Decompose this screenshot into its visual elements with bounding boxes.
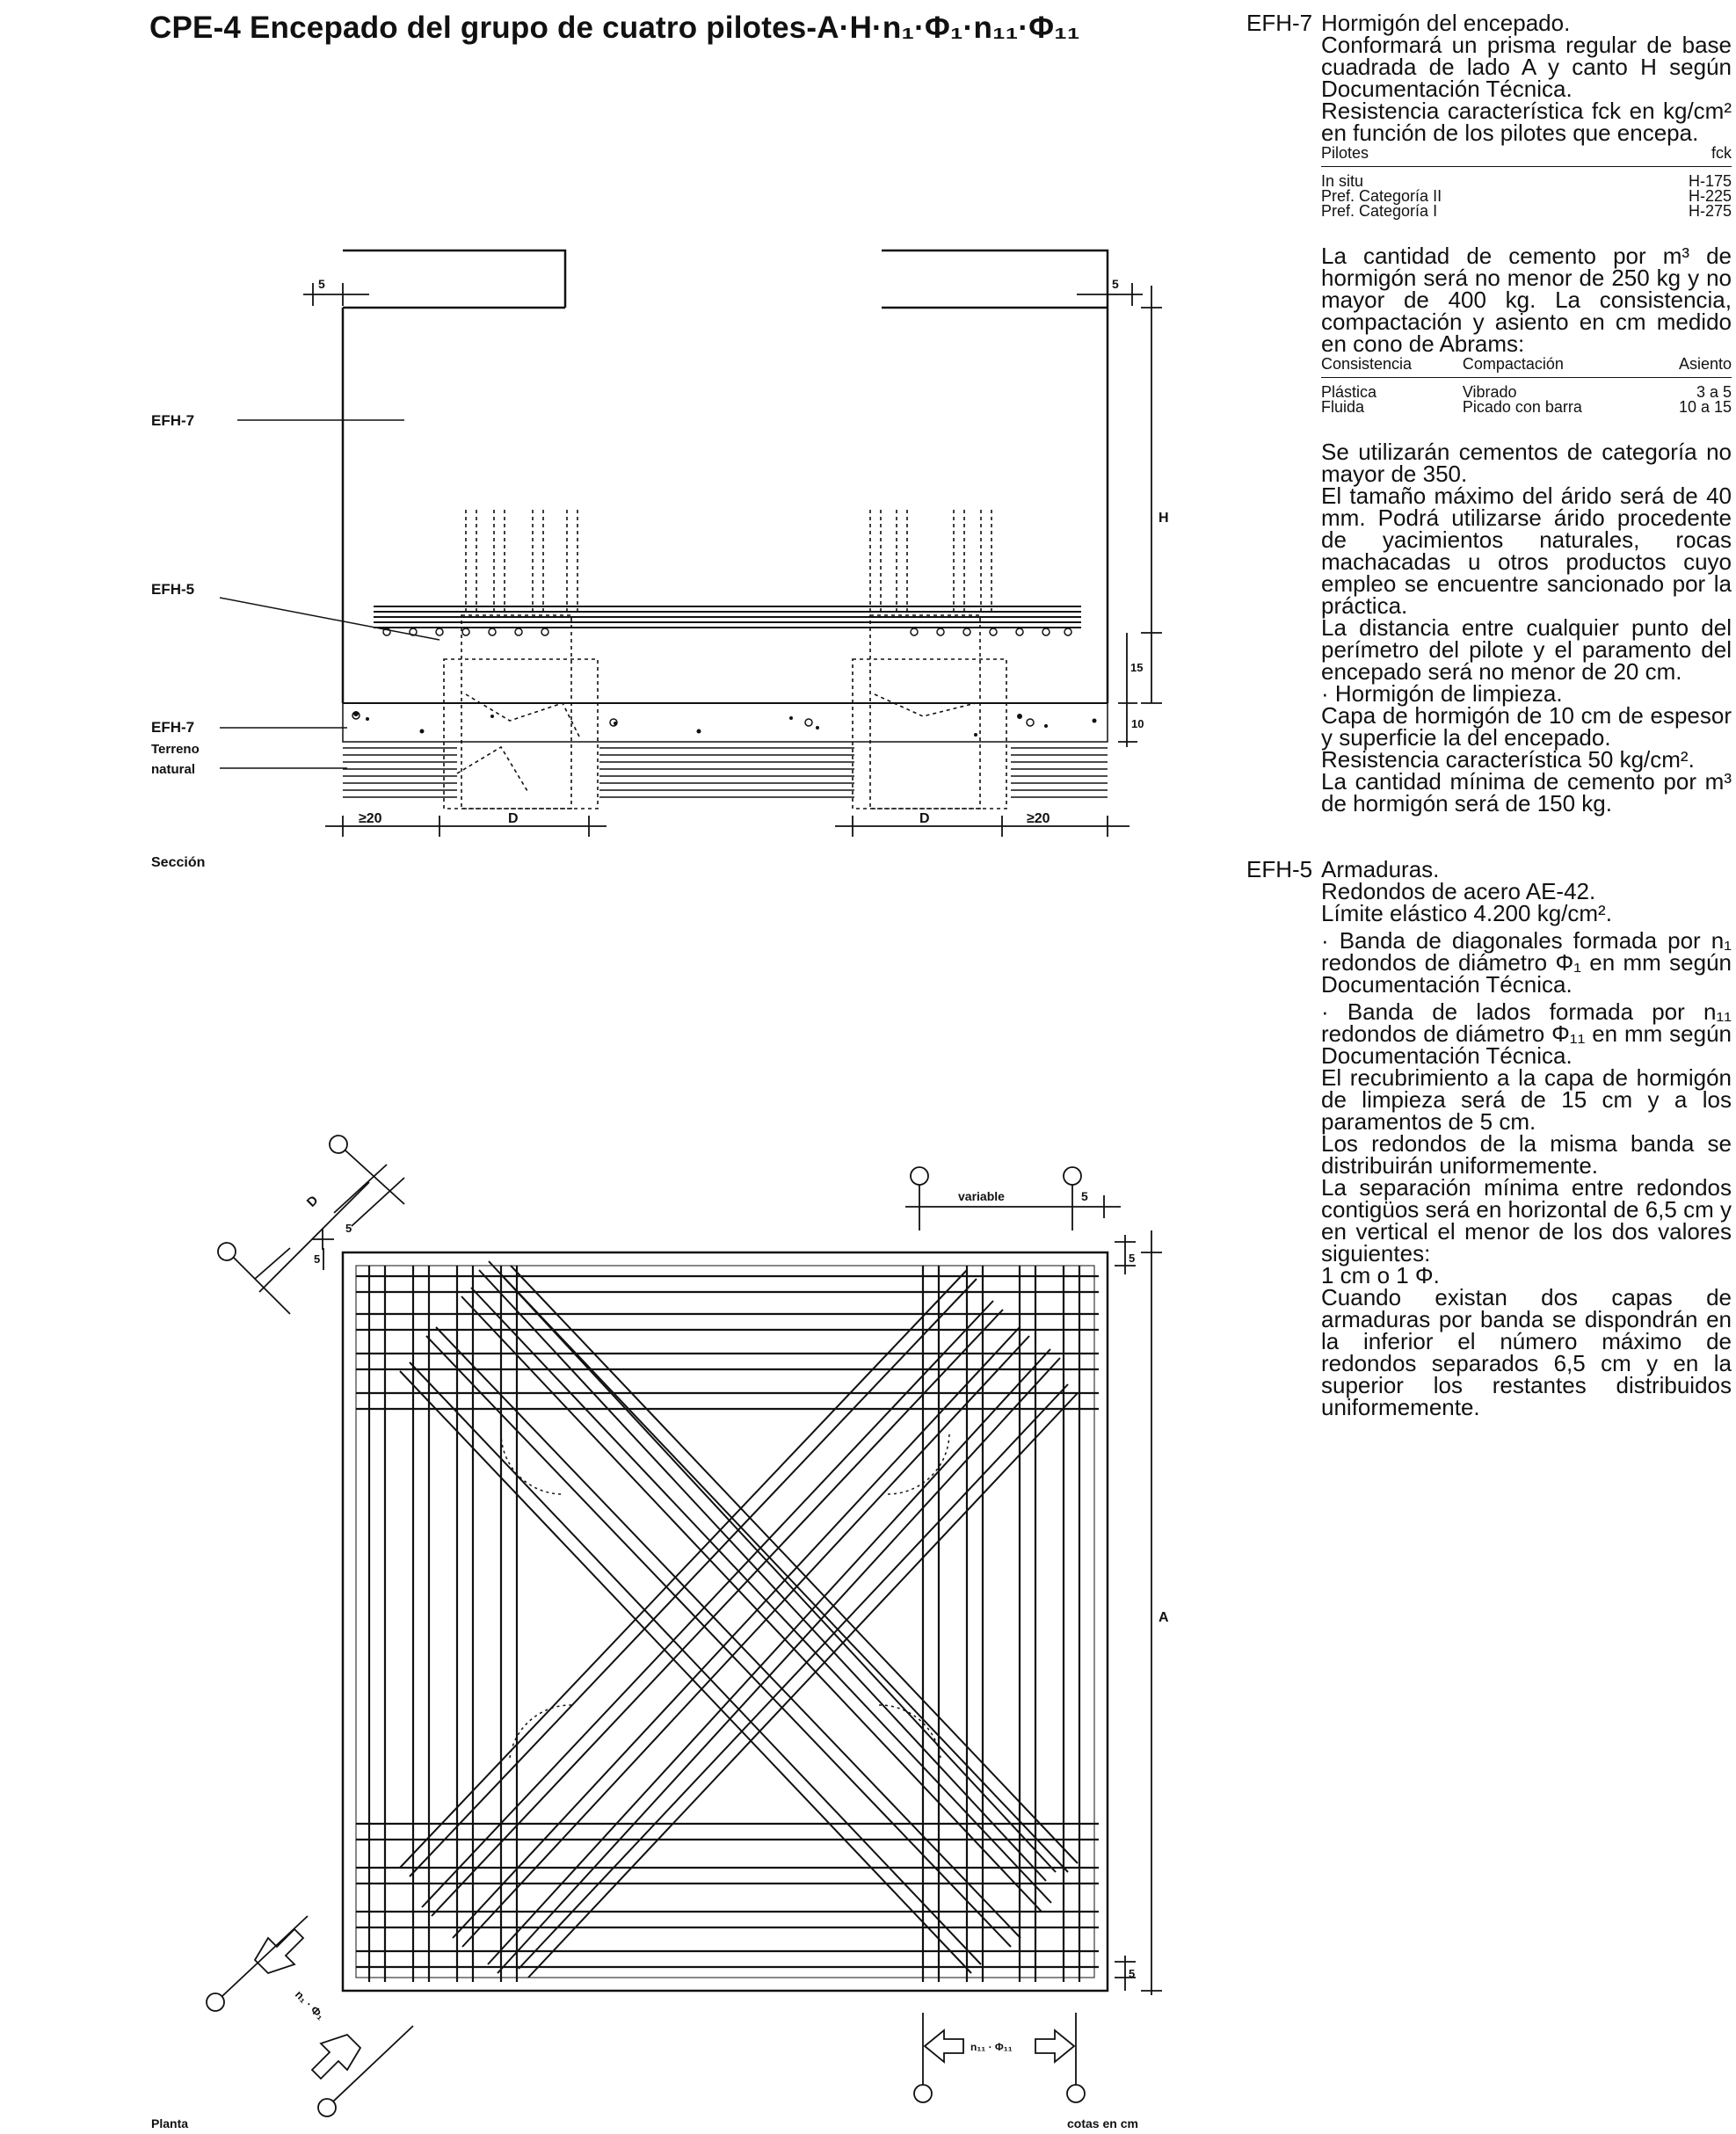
rebar-dots bbox=[383, 628, 1071, 635]
efh5-p1: Redondos de acero AE-42. bbox=[1321, 878, 1596, 904]
column-left-outline bbox=[343, 250, 565, 308]
abrams-table bbox=[1321, 355, 1732, 415]
efh5-p9: Cuando existan dos capas de armaduras por banda se dispondrán en la inferior el número máximo de redondos separados 6,5 cm y en la superior los restantes distribuidos uniformemente. bbox=[1321, 1284, 1732, 1420]
dim-15: 15 bbox=[1130, 661, 1144, 674]
efh7-p1: Conformará un prisma regular de base cuadrada de lado A y canto H según Documentación Técnica. bbox=[1321, 32, 1732, 102]
efh7-p8: Capa de hormigón de 10 cm de espesor y superficie la del encepado. bbox=[1321, 702, 1732, 751]
efh7-p7: · Hormigón de limpieza. bbox=[1321, 680, 1563, 707]
fck-cell: H-175 bbox=[1688, 172, 1732, 190]
plan-diag-dims bbox=[218, 1136, 404, 1314]
plan-dim-d: D bbox=[303, 1193, 322, 1210]
efh7-p4: Se utilizarán cementos de categoría no mayor de 350. bbox=[1321, 439, 1732, 487]
abrams-cell: 3 a 5 bbox=[1696, 383, 1732, 401]
fck-cell: In situ bbox=[1321, 172, 1364, 190]
rebar-section bbox=[374, 606, 1081, 628]
abrams-cell: Plástica bbox=[1321, 383, 1377, 401]
plan-drawing bbox=[207, 1136, 1162, 2116]
label-efh7-top: EFH-7 bbox=[151, 412, 195, 429]
dim-20-left: ≥20 bbox=[359, 811, 382, 826]
efh7-p9: Resistencia característica 50 kg/cm². bbox=[1321, 746, 1695, 773]
efh5-p6: Los redondos de la misma banda se distribuirán uniformemente. bbox=[1321, 1130, 1732, 1179]
dim-h: H bbox=[1159, 511, 1169, 526]
abrams-header: Asiento bbox=[1649, 355, 1732, 378]
efh7-p6: La distancia entre cualquier punto del perímetro del pilote y el paramento del encepado será no menor de 20 cm. bbox=[1321, 614, 1732, 685]
efh7-p5: El tamaño máximo del árido será de 40 mm. Podrá utilizarse árido procedente de yacimientos naturales, rocas machacadas u otros productos cuyo empleo se encuentre sancionado por la práctica. bbox=[1321, 483, 1732, 619]
ground-hatch-left bbox=[343, 745, 457, 803]
plan-diag-band-label: n₁ · Φ₁ bbox=[292, 1987, 328, 2023]
plan-dim-5-right-bottom: 5 bbox=[1129, 1967, 1136, 1980]
plan-dim-a: A bbox=[1159, 1610, 1169, 1625]
dim-5-right: 5 bbox=[1112, 277, 1119, 291]
efh7-code: EFH-7 bbox=[1246, 10, 1313, 36]
plan-variable-dim bbox=[905, 1167, 1121, 1230]
dim-d-right: D bbox=[919, 811, 930, 826]
fck-table bbox=[1321, 144, 1732, 219]
fck-header-fck: fck bbox=[1623, 144, 1732, 167]
caption-planta: Planta bbox=[151, 2116, 189, 2130]
label-natural: natural bbox=[151, 762, 196, 777]
label-efh7-bottom: EFH-7 bbox=[151, 719, 195, 736]
abrams-cell: Vibrado bbox=[1462, 383, 1517, 401]
fck-header-pilotes: Pilotes bbox=[1321, 144, 1623, 167]
fck-cell: H-225 bbox=[1688, 187, 1732, 205]
plan-side-band-arrow bbox=[914, 2013, 1085, 2102]
efh5-heading: Armaduras. bbox=[1321, 856, 1440, 882]
plan-dim-5-diag2: 5 bbox=[314, 1252, 321, 1266]
fck-cell: Pref. Categoría II bbox=[1321, 187, 1442, 205]
dim-5-left: 5 bbox=[318, 277, 325, 291]
efh5-section bbox=[1246, 856, 1732, 1420]
efh5-p7: La separación mínima entre redondos contigüos será en horizontal de 6,5 cm y en vertical el menor de los dos valores siguientes: bbox=[1321, 1174, 1732, 1267]
plan-side-band-label: n₁₁ · Φ₁₁ bbox=[970, 2041, 1013, 2053]
page-title: CPE-4 Encepado del grupo de cuatro pilotes-A·H·n₁·Φ₁·n₁₁·Φ₁₁ bbox=[149, 11, 1080, 45]
section-leaders bbox=[220, 420, 439, 768]
efh5-p5: El recubrimiento a la capa de hormigón de limpieza será de 15 cm y a los paramentos de 5 cm. bbox=[1321, 1064, 1732, 1135]
ground-hatch-right bbox=[1011, 745, 1108, 803]
fck-cell: Pref. Categoría I bbox=[1321, 202, 1438, 220]
efh7-section bbox=[1248, 12, 1732, 815]
abrams-cell: Fluida bbox=[1321, 398, 1365, 416]
aggregate-dots bbox=[353, 711, 1097, 737]
dim-d-left: D bbox=[508, 811, 519, 826]
label-terreno: Terreno bbox=[151, 742, 200, 757]
efh7-heading: Hormigón del encepado. bbox=[1321, 10, 1571, 36]
spec-column bbox=[1248, 12, 1732, 1419]
fck-cell: H-275 bbox=[1688, 202, 1732, 220]
units-note: cotas en cm bbox=[1067, 2116, 1138, 2130]
efh7-p3: La cantidad de cemento por m³ de hormigón será no menor de 250 kg y no mayor de 400 kg. La consistencia, compactación y asiento en cm medido en cono de Abrams: bbox=[1321, 243, 1732, 357]
efh7-p10: La cantidad mínima de cemento por m³ de hormigón será de 150 kg. bbox=[1321, 768, 1732, 817]
label-efh5: EFH-5 bbox=[151, 581, 195, 598]
side-band-vertical bbox=[369, 1266, 1079, 1982]
dim-20-right: ≥20 bbox=[1027, 811, 1050, 826]
plan-dim-5-top: 5 bbox=[1081, 1189, 1088, 1203]
plan-dim-5-right-top: 5 bbox=[1129, 1252, 1136, 1265]
efh5-p4: · Banda de lados formada por n₁₁ redondos de diámetro Φ₁₁ en mm según Documentación Técnica. bbox=[1321, 998, 1732, 1069]
plan-dim-5-diag: 5 bbox=[345, 1222, 352, 1235]
plan-right-dims bbox=[1115, 1230, 1162, 1995]
dim-10: 10 bbox=[1131, 717, 1144, 730]
plan-diag-band-arrow bbox=[207, 1916, 413, 2116]
ground-hatch-middle bbox=[599, 745, 854, 803]
efh5-code: EFH-5 bbox=[1246, 856, 1313, 882]
abrams-header: Consistencia bbox=[1321, 355, 1463, 378]
abrams-header: Compactación bbox=[1463, 355, 1649, 378]
abrams-cell: Picado con barra bbox=[1462, 398, 1582, 416]
plan-variable: variable bbox=[958, 1189, 1005, 1203]
blinding-layer bbox=[343, 703, 1108, 742]
caption-seccion: Sección bbox=[151, 855, 206, 870]
section-drawing bbox=[220, 250, 1162, 837]
efh5-p2: Límite elástico 4.200 kg/cm². bbox=[1321, 900, 1612, 926]
efh5-p8: 1 cm o 1 Φ. bbox=[1321, 1262, 1440, 1288]
efh7-p2: Resistencia característica fck en kg/cm² en función de los pilotes que encepa. bbox=[1321, 98, 1732, 146]
efh5-p3: · Banda de diagonales formada por n₁ redondos de diámetro Φ₁ en mm según Documentación Técnica. bbox=[1321, 927, 1732, 998]
column-right-outline bbox=[882, 250, 1108, 308]
abrams-cell: 10 a 15 bbox=[1678, 398, 1732, 416]
